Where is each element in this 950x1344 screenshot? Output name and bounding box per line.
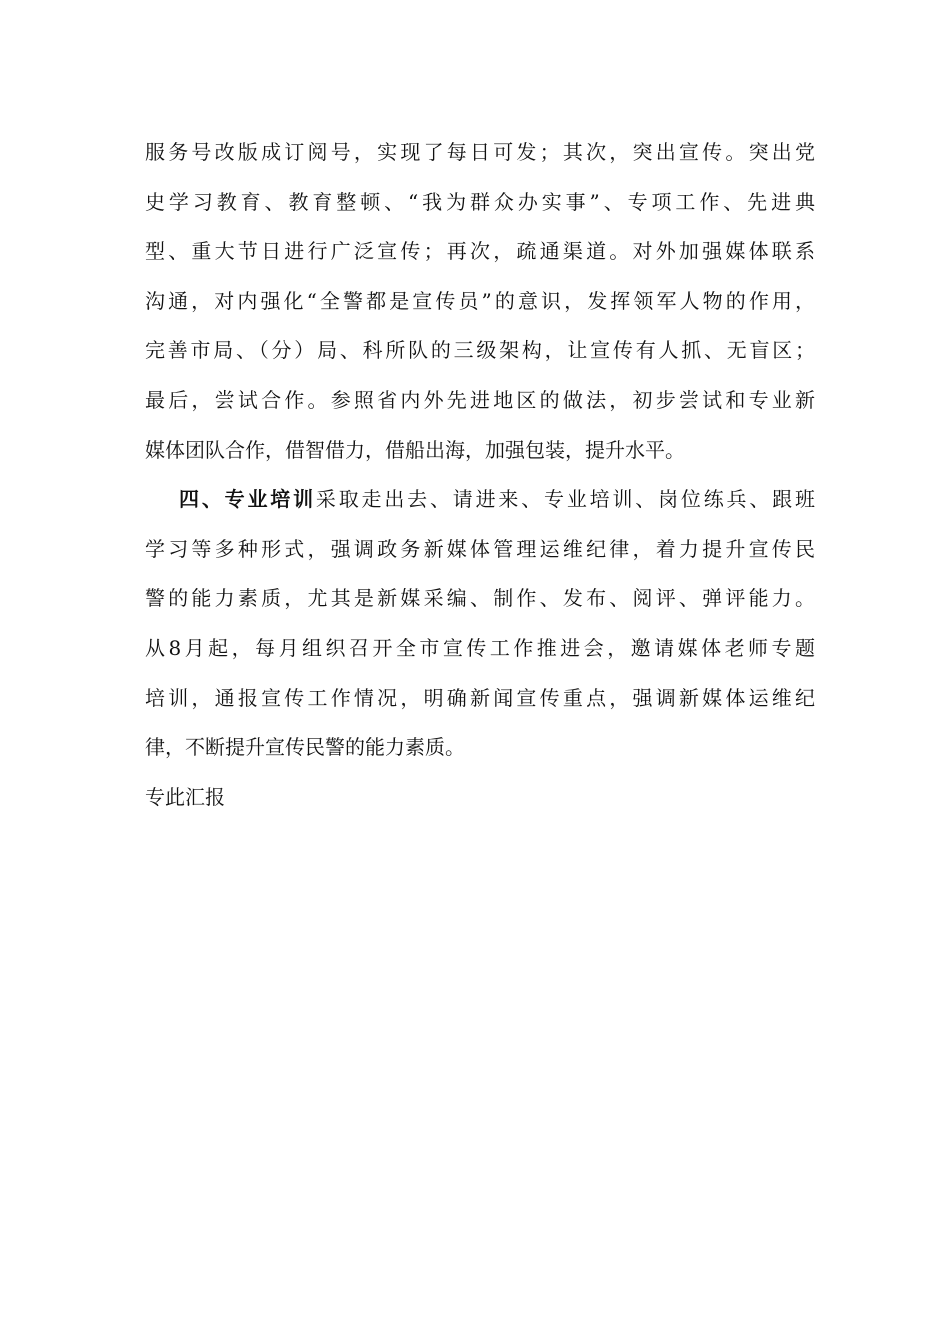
- paragraph-media-channels: [145, 128, 815, 475]
- paragraph-line: 史学习教育、教育整顿、“我为群众办实事”、专项工作、先进典: [145, 189, 815, 214]
- paragraph-line: 警的能力素质，尤其是新媒采编、制作、发布、阅评、弹评能力。: [145, 586, 815, 611]
- paragraph-first-line: [145, 475, 815, 525]
- paragraph-line: 完善市局、（分）局、科所队的三级架构，让宣传有人抓、无盲区；: [145, 338, 815, 363]
- paragraph-line: 沟通，对内强化“全警都是宣传员”的意识，发挥领军人物的作用，: [145, 288, 815, 313]
- paragraph-line: 最后，尝试合作。参照省内外先进地区的做法，初步尝试和专业新: [145, 387, 815, 412]
- paragraph-text: 采取走出去、请进来、专业培训、岗位练兵、跟班: [315, 487, 816, 512]
- paragraph-line: 服务号改版成订阅号，实现了每日可发；其次，突出宣传。突出党: [145, 140, 815, 164]
- paragraph-line: 型、重大节日进行广泛宣传；再次，疏通渠道。对外加强媒体联系: [145, 239, 815, 264]
- section-heading: 四、专业培训: [179, 487, 316, 512]
- paragraph-line: 律，不断提升宣传民警的能力素质。: [145, 735, 465, 760]
- closing-remark: 专此汇报: [145, 784, 225, 809]
- paragraph-professional-training: [145, 475, 815, 773]
- paragraph-line: 学习等多种形式，强调政务新媒体管理运维纪律，着力提升宣传民: [145, 536, 815, 561]
- paragraph-line: 培训，通报宣传工作情况，明确新闻宣传重点，强调新媒体运维纪: [145, 685, 815, 710]
- paragraph-line: 从8月起，每月组织召开全市宣传工作推进会，邀请媒体老师专题: [145, 635, 815, 660]
- paragraph-line: 媒体团队合作，借智借力，借船出海，加强包装，提升水平。: [145, 437, 685, 462]
- document-body: [145, 128, 815, 822]
